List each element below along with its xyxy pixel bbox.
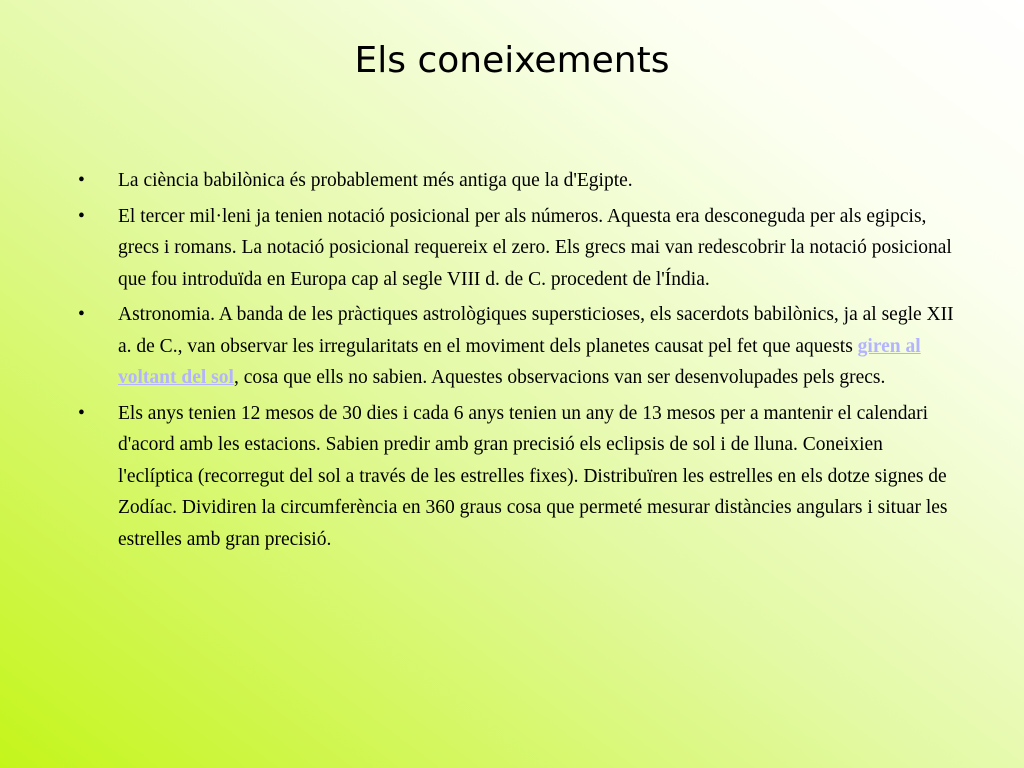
- bullet-text-after-link: , cosa que ells no sabien. Aquestes observacions van ser desenvolupades pels grecs.: [233, 367, 886, 388]
- bullet-icon: •: [78, 205, 85, 227]
- bullet-list: [78, 165, 958, 559]
- bullet-icon: •: [78, 304, 85, 325]
- list-item: [78, 165, 958, 197]
- bullet-icon: •: [78, 402, 85, 424]
- bullet-text-before-link: Astronomia. A banda de les pràctiques astrològiques supersticioses, els sacerdots babilònics, ja al segle XII a. de C., van observar les irregularitats en el moviment dels planetes causat pel fet que aquests: [118, 304, 954, 357]
- slide-title: Els coneixements: [354, 40, 670, 81]
- list-item: [78, 398, 958, 556]
- list-item: [78, 299, 958, 394]
- bullet-text: La ciència babilònica és probablement més antiga que la d'Egipte.: [118, 170, 633, 191]
- bullet-text: El tercer mil·leni ja tenien notació posicional per als números. Aquesta era desconeguda per als egipcis, grecs i romans. La notació posicional requereix el zero. Els grecs mai van redescobrir la notació posicional que fou introduïda en Europa cap al segle VIII d. de C. procedent de l'Índia.: [118, 205, 952, 290]
- bullet-icon: •: [78, 170, 85, 191]
- list-item: [78, 201, 958, 296]
- bullet-text: Els anys tenien 12 mesos de 30 dies i cada 6 anys tenien un any de 13 mesos per a mantenir el calendari d'acord amb les estacions. Sabien predir amb gran precisió els eclipsis de sol i de lluna. Coneixien l'eclíptica (recorregut del sol a través de les estrelles fixes). Distribuïren les estrelles en els dotze signes de Zodíac. Dividiren la circumferència en 360 graus cosa que permeté mesurar distàncies angulars i situar les estrelles amb gran precisió.: [118, 402, 948, 550]
- sun-orbit-link[interactable]: giren al voltant del sol: [118, 335, 921, 388]
